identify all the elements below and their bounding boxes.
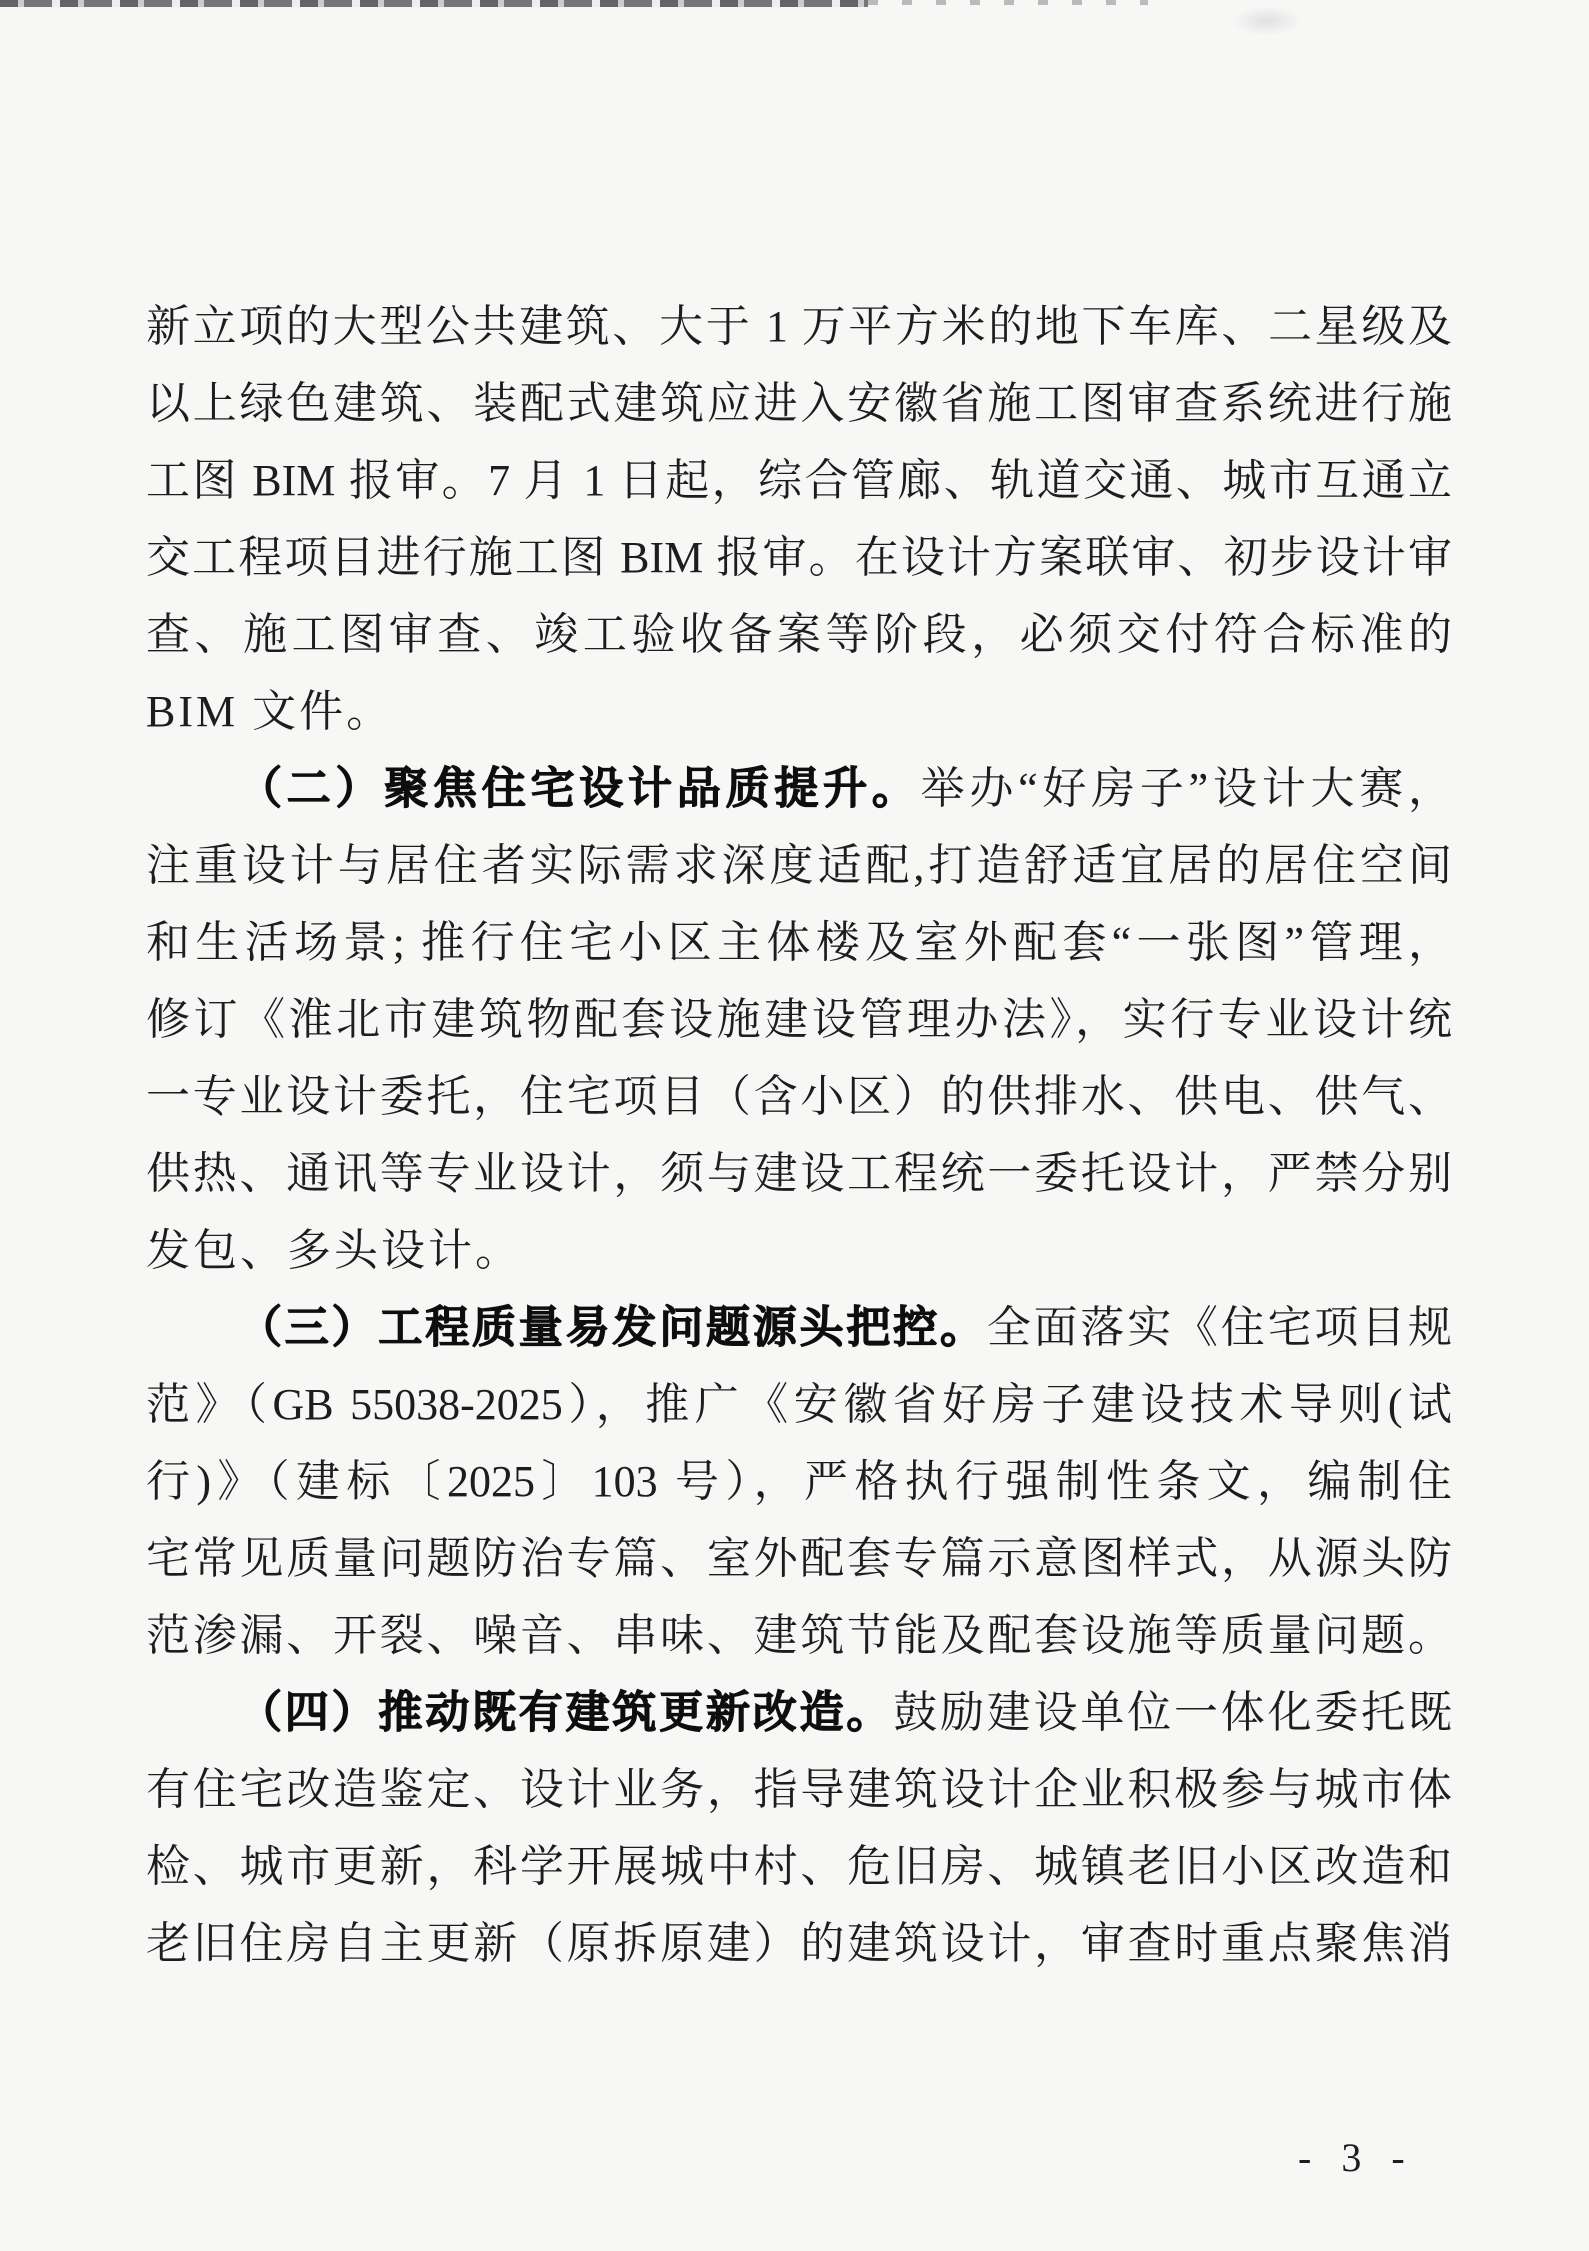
section-heading-text: （四）推动既有建筑更新改造。 (238, 1688, 894, 1737)
text-line (146, 1443, 1452, 1520)
body-text: 修订《淮北市建筑物配套设施建设管理办法》，实行专业设计统 (146, 995, 1452, 1044)
body-text: BIM 文件。 (146, 687, 394, 736)
text-line (146, 673, 1452, 750)
body-text: 举办“好房子”设计大赛， (920, 764, 1452, 813)
body-text: 行)》（建标〔2025〕103 号），严格执行强制性条文，编制住 (146, 1457, 1452, 1506)
body-text: 有住宅改造鉴定、设计业务，指导建筑设计企业积极参与城市体 (146, 1765, 1452, 1814)
text-line (146, 1828, 1452, 1905)
body-text: 发包、多头设计。 (146, 1226, 522, 1275)
text-line (146, 1135, 1452, 1212)
body-text: 鼓励建设单位一体化委托既 (893, 1688, 1453, 1737)
body-text: 全面落实《住宅项目规 (986, 1303, 1453, 1352)
scan-artifact-smudge (1232, 6, 1302, 36)
body-text: 范渗漏、开裂、噪音、串味、建筑节能及配套设施等质量问题。 (146, 1611, 1452, 1660)
body-text: 老旧住房自主更新（原拆原建）的建筑设计，审查时重点聚焦消 (146, 1919, 1452, 1968)
text-line (146, 981, 1452, 1058)
section-heading-text: （二）聚焦住宅设计品质提升。 (238, 764, 921, 813)
scan-artifact-top-band-faint (868, 0, 1148, 5)
body-text: 宅常见质量问题防治专篇、室外配套专篇示意图样式，从源头防 (146, 1534, 1452, 1583)
text-line (146, 1058, 1452, 1135)
body-text: 一专业设计委托，住宅项目（含小区）的供排水、供电、供气、 (146, 1072, 1452, 1121)
text-line (146, 1520, 1452, 1597)
text-line (146, 288, 1452, 365)
text-line (146, 1674, 1452, 1751)
body-text: 检、城市更新，科学开展城中村、危旧房、城镇老旧小区改造和 (146, 1842, 1452, 1891)
body-text: 以上绿色建筑、装配式建筑应进入安徽省施工图审查系统进行施 (146, 379, 1452, 428)
text-line (146, 1751, 1452, 1828)
body-text: 和生活场景; 推行住宅小区主体楼及室外配套“一张图”管理， (146, 918, 1452, 967)
text-line (146, 1597, 1452, 1674)
document-body (146, 288, 1452, 1982)
scan-artifact-top-band (0, 0, 868, 7)
text-line (146, 442, 1452, 519)
text-line (146, 1905, 1452, 1982)
body-text: 供热、通讯等专业设计，须与建设工程统一委托设计，严禁分别 (146, 1149, 1452, 1198)
body-text: 注重设计与居住者实际需求深度适配,打造舒适宜居的居住空间 (146, 841, 1452, 890)
text-line (146, 904, 1452, 981)
body-text: 范》（GB 55038-2025），推广《安徽省好房子建设技术导则(试 (146, 1380, 1452, 1429)
text-line (146, 827, 1452, 904)
section-heading-text: （三）工程质量易发问题源头把控。 (238, 1303, 987, 1352)
body-text: 查、施工图审查、竣工验收备案等阶段，必须交付符合标准的 (146, 610, 1452, 659)
body-text: 交工程项目进行施工图 BIM 报审。在设计方案联审、初步设计审 (146, 533, 1452, 582)
text-line (146, 750, 1452, 827)
text-line (146, 1289, 1452, 1366)
text-line (146, 596, 1452, 673)
page-number: - 3 - (1298, 2135, 1409, 2180)
text-line (146, 365, 1452, 442)
text-line (146, 519, 1452, 596)
text-line (146, 1212, 1452, 1289)
text-line (146, 1366, 1452, 1443)
body-text: 新立项的大型公共建筑、大于 1 万平方米的地下车库、二星级及 (146, 302, 1452, 351)
body-text: 工图 BIM 报审。7 月 1 日起，综合管廊、轨道交通、城市互通立 (146, 456, 1452, 505)
